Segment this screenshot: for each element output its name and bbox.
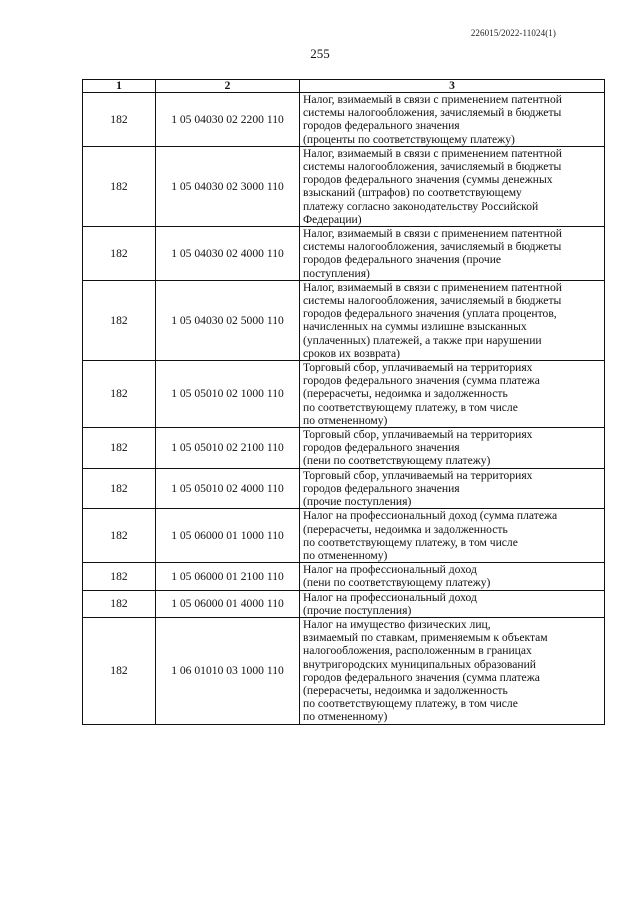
revenue-description-cell bbox=[300, 590, 605, 617]
description-line: системы налогообложения, зачисляемый в бюджеты bbox=[303, 160, 562, 174]
description-line: Налог, взимаемый в связи с применением патентной bbox=[303, 146, 562, 160]
column-header-3: 3 bbox=[300, 80, 605, 93]
admin-code-cell: 182 bbox=[83, 361, 156, 428]
table-row bbox=[83, 227, 605, 281]
description-line: городов федерального значения (суммы денежных bbox=[303, 173, 553, 187]
table-row bbox=[83, 361, 605, 428]
description-line: взимаемый по ставкам, применяемым к объектам bbox=[303, 631, 548, 645]
description-line: (прочие поступления) bbox=[303, 603, 412, 617]
table-row bbox=[83, 468, 605, 509]
description-line: системы налогообложения, зачисляемый в бюджеты bbox=[303, 240, 562, 254]
table-row bbox=[83, 617, 605, 724]
admin-code-cell: 182 bbox=[83, 617, 156, 724]
description-line: Налог на профессиональный доход bbox=[303, 563, 477, 577]
table-body bbox=[83, 93, 605, 725]
description-line: городов федерального значения (прочие bbox=[303, 253, 502, 267]
revenue-description-cell bbox=[300, 280, 605, 360]
description-line: налогообложения, расположенным в границах bbox=[303, 644, 532, 658]
revenue-description-cell bbox=[300, 563, 605, 590]
budget-classification-code-cell: 1 06 01010 03 1000 110 bbox=[156, 617, 300, 724]
description-line: городов федерального значения (сумма платежа bbox=[303, 374, 540, 388]
admin-code-cell: 182 bbox=[83, 428, 156, 469]
description-line: Налог на профессиональный доход (сумма платежа bbox=[303, 509, 558, 523]
budget-classification-code-cell: 1 05 04030 02 3000 110 bbox=[156, 146, 300, 226]
revenue-codes-table bbox=[82, 79, 605, 725]
budget-classification-code-cell: 1 05 05010 02 1000 110 bbox=[156, 361, 300, 428]
admin-code-cell: 182 bbox=[83, 93, 156, 147]
description-line: взысканий (штрафов) по соответствующему bbox=[303, 186, 522, 200]
description-line: Налог на имущество физических лиц, bbox=[303, 617, 491, 631]
revenue-description-cell bbox=[300, 93, 605, 147]
table-header-row bbox=[83, 80, 605, 93]
description-line: Налог на профессиональный доход bbox=[303, 590, 477, 604]
admin-code-cell: 182 bbox=[83, 280, 156, 360]
description-line: городов федерального значения (сумма платежа bbox=[303, 670, 540, 684]
revenue-description-cell bbox=[300, 509, 605, 563]
description-line: Налог, взимаемый в связи с применением патентной bbox=[303, 227, 562, 241]
description-line: по соответствующему платежу, в том числе bbox=[303, 697, 518, 711]
description-line: (перерасчеты, недоимка и задолженность bbox=[303, 683, 508, 697]
admin-code-cell: 182 bbox=[83, 468, 156, 509]
description-line: (прочие поступления) bbox=[303, 495, 412, 509]
revenue-description-cell bbox=[300, 227, 605, 281]
table-row bbox=[83, 280, 605, 360]
description-line: Налог, взимаемый в связи с применением патентной bbox=[303, 93, 562, 106]
description-line: городов федерального значения (уплата процентов, bbox=[303, 307, 557, 321]
description-line: по отмененному) bbox=[303, 548, 388, 562]
description-line: Торговый сбор, уплачиваемый на территориях bbox=[303, 361, 533, 375]
description-line: (уплаченных) платежей, а также при нарушении bbox=[303, 333, 542, 347]
description-line: платежу согласно законодательству Российской bbox=[303, 199, 539, 213]
budget-classification-code-cell: 1 05 04030 02 5000 110 bbox=[156, 280, 300, 360]
description-line: сроков их возврата) bbox=[303, 346, 400, 360]
description-line: начисленных на суммы излишне взысканных bbox=[303, 320, 527, 334]
budget-classification-code-cell: 1 05 04030 02 2200 110 bbox=[156, 93, 300, 147]
table-row bbox=[83, 563, 605, 590]
description-line: по соответствующему платежу, в том числе bbox=[303, 535, 518, 549]
budget-classification-code-cell: 1 05 04030 02 4000 110 bbox=[156, 227, 300, 281]
admin-code-cell: 182 bbox=[83, 146, 156, 226]
admin-code-cell: 182 bbox=[83, 227, 156, 281]
budget-classification-code-cell: 1 05 06000 01 1000 110 bbox=[156, 509, 300, 563]
table-row bbox=[83, 146, 605, 226]
revenue-description-cell bbox=[300, 617, 605, 724]
budget-classification-code-cell: 1 05 05010 02 4000 110 bbox=[156, 468, 300, 509]
description-line: городов федерального значения bbox=[303, 441, 460, 455]
table-row bbox=[83, 428, 605, 469]
table-row bbox=[83, 509, 605, 563]
description-line: системы налогообложения, зачисляемый в бюджеты bbox=[303, 294, 562, 308]
description-line: городов федерального значения bbox=[303, 481, 460, 495]
column-header-2: 2 bbox=[156, 80, 300, 93]
description-line: внутригородских муниципальных образований bbox=[303, 657, 536, 671]
description-line: городов федерального значения bbox=[303, 119, 460, 133]
revenue-description-cell bbox=[300, 361, 605, 428]
budget-classification-code-cell: 1 05 05010 02 2100 110 bbox=[156, 428, 300, 469]
description-line: Торговый сбор, уплачиваемый на территориях bbox=[303, 468, 533, 482]
admin-code-cell: 182 bbox=[83, 563, 156, 590]
page-number: 255 bbox=[310, 46, 330, 61]
document-id: 226015/2022-11024(1) bbox=[470, 28, 556, 38]
budget-classification-code-cell: 1 05 06000 01 4000 110 bbox=[156, 590, 300, 617]
table-row bbox=[83, 93, 605, 147]
description-line: системы налогообложения, зачисляемый в бюджеты bbox=[303, 106, 562, 120]
revenue-description-cell bbox=[300, 428, 605, 469]
description-line: (пени по соответствующему платежу) bbox=[303, 576, 491, 590]
description-line: по отмененному) bbox=[303, 710, 388, 724]
description-line: (пени по соответствующему платежу) bbox=[303, 454, 491, 468]
description-line: по соответствующему платежу, в том числе bbox=[303, 400, 518, 414]
budget-classification-code-cell: 1 05 06000 01 2100 110 bbox=[156, 563, 300, 590]
admin-code-cell: 182 bbox=[83, 590, 156, 617]
description-line: (проценты по соответствующему платежу) bbox=[303, 132, 515, 146]
description-line: поступления) bbox=[303, 266, 370, 280]
revenue-description-cell bbox=[300, 468, 605, 509]
description-line: Торговый сбор, уплачиваемый на территориях bbox=[303, 428, 533, 442]
table-row bbox=[83, 590, 605, 617]
revenue-description-cell bbox=[300, 146, 605, 226]
description-line: по отмененному) bbox=[303, 413, 388, 427]
column-header-1: 1 bbox=[83, 80, 156, 93]
description-line: Налог, взимаемый в связи с применением патентной bbox=[303, 280, 562, 294]
description-line: (перерасчеты, недоимка и задолженность bbox=[303, 387, 508, 401]
admin-code-cell: 182 bbox=[83, 509, 156, 563]
description-line: (перерасчеты, недоимка и задолженность bbox=[303, 522, 508, 536]
description-line: Федерации) bbox=[303, 212, 362, 226]
